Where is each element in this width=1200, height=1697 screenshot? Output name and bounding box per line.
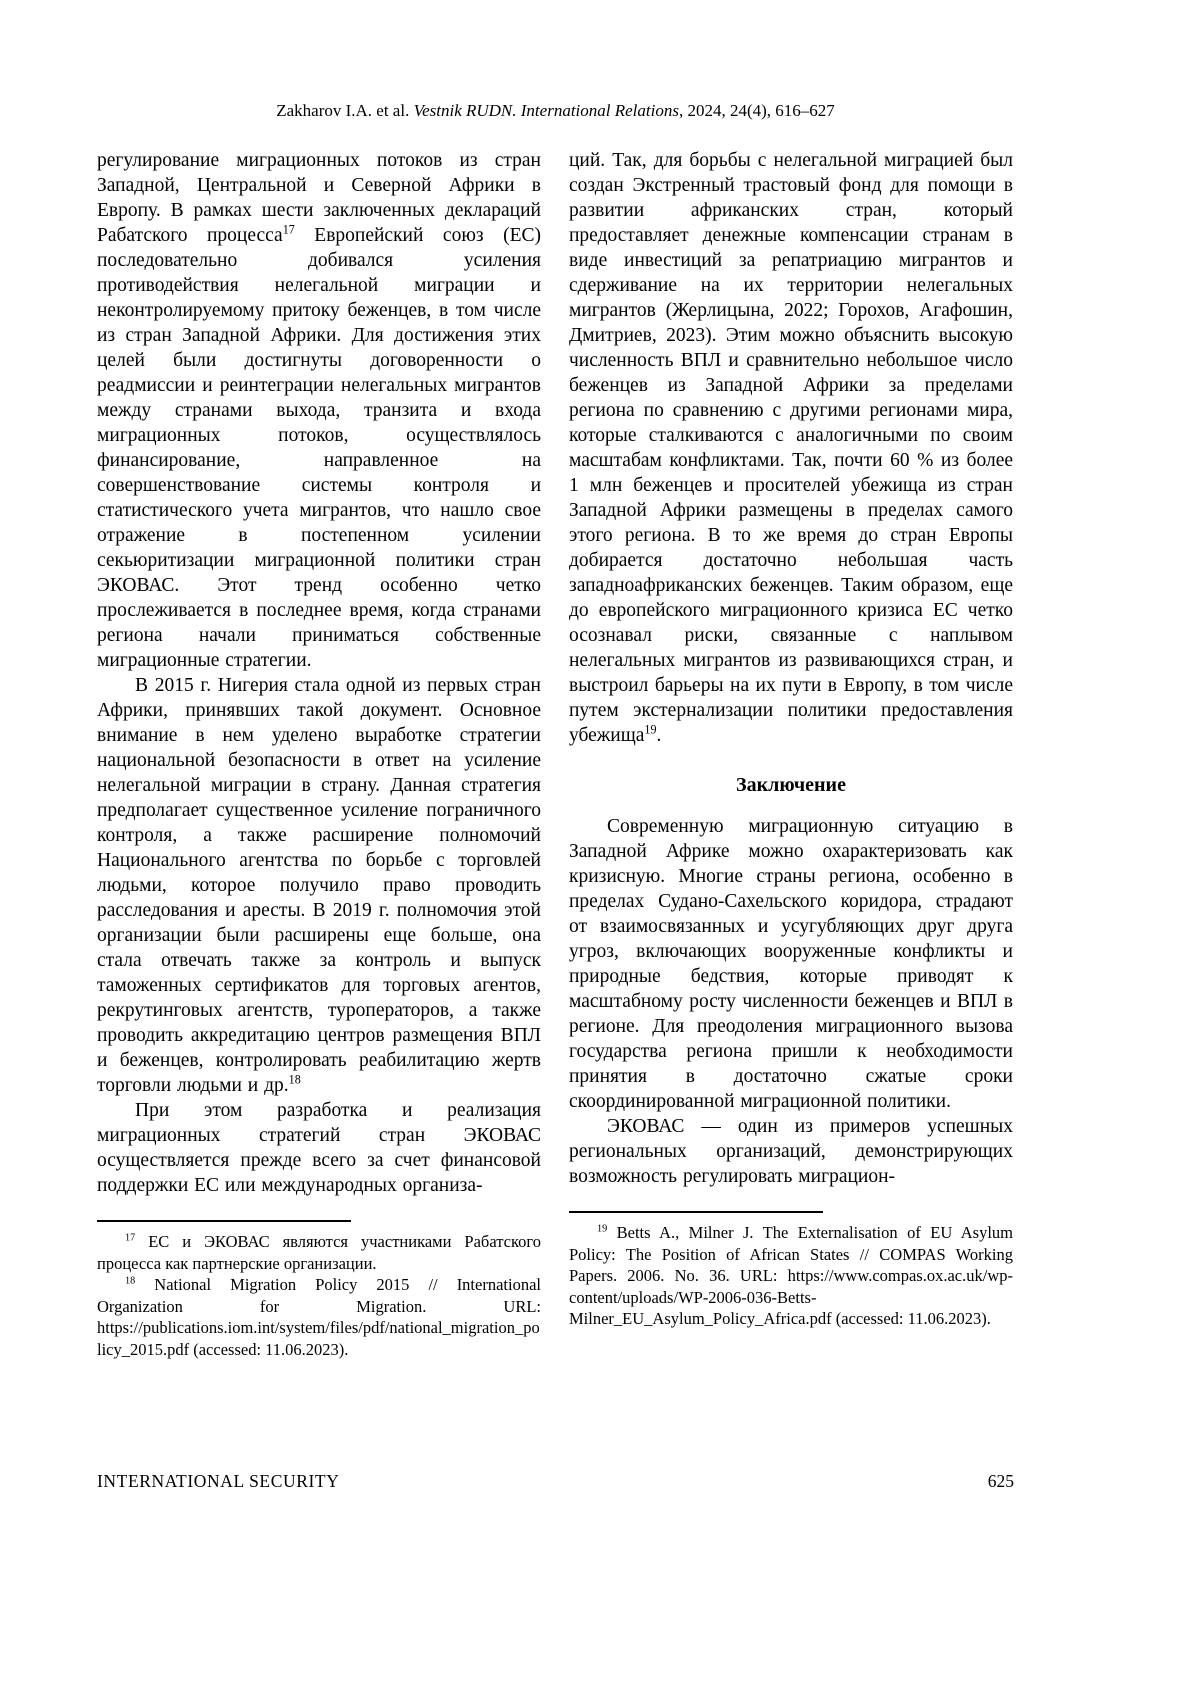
page-footer [97, 1471, 1014, 1492]
paragraph: ций. Так, для борьбы с нелегальной миграцией был создан Экстренный трастовый фонд для помощи в развитии африканских стран, который предоставляет денежные компенсации странам в виде инвестиций за репатриацию мигрантов и сдерживание на их территории нелегальных мигрантов (Жерлицына, 2022; Горохов, Агафошин, Дмитриев, 2023). Этим можно объяснить высокую численность ВПЛ и сравнительно небольшое число беженцев из Западной Африки за пределами региона по сравнению с другими регионами мира, которые сталкиваются с аналогичными по своим масштабам конфликтами. Так, почти 60 % из более 1 млн беженцев и просителей убежища из стран Западной Африки размещены в пределах самого этого региона. В то же время до стран Европы добирается достаточно небольшая часть западноафриканских беженцев. Таким образом, еще до европейского миграционного кризиса ЕС четко осознавал риски, связанные с наплывом нелегальных мигрантов из развивающихся стран, и выстроил барьеры на их пути в Европу, в том числе путем экстернализации политики предоставления убежища$^{19}$. [569, 150, 1013, 746]
footnotes-right [569, 1211, 1013, 1330]
article-body [97, 148, 1014, 1360]
footnote-separator [569, 1211, 823, 1213]
page-number: 625 [987, 1471, 1014, 1491]
paragraph: В 2015 г. Нигерия стала одной из первых стран Африки, принявших такой документ. Основное внимание в нем уделено выработке стратегии национальной безопасности в ответ на усиление нелегальной миграции в страну. Данная стратегия предполагает существенное усиление пограничного контроля, а также расширение полномочий Национального агентства по борьбе с торговлей людьми, которое получило право проводить расследования и аресты. В 2019 г. полномочия этой организации были расширены еще больше, она стала отвечать также за контроль и выпуск таможенных сертификатов для торговых агентов, рекрутинговых агентств, туроператоров, а также проводить аккредитацию центров размещения ВПЛ и беженцев, контролировать реабилитацию жертв торговли людьми и др.$^{18}$ [97, 675, 541, 1096]
paragraph: Современную миграционную ситуацию в Западной Африке можно охарактеризовать как кризисную. Многие страны региона, особенно в пределах Судано-Сахельского коридора, страдают от взаимосвязанных и усугубляющих друг друга угроз, включающих вооруженные конфликты и природные бедствия, которые приводят к масштабному росту численности беженцев и ВПЛ в регионе. Для преодоления миграционного вызова государства региона пришли к необходимости принятия в достаточно сжатые сроки скоординированной миграционной политики. [569, 816, 1013, 1112]
footnotes-left [97, 1220, 541, 1360]
section-heading: Заключение [736, 774, 846, 796]
paragraph: ЭКОВАС — один из примеров успешных региональных организаций, демонстрирующих возможность регулировать миграцион- [569, 1116, 1013, 1187]
paragraph: регулирование миграционных потоков из стран Западной, Центральной и Северной Африки в Европу. В рамках шести заключенных деклараций Рабатского процесса$^{17}$ Европейский союз (ЕС) последовательно добивался усиления противодействия нелегальной миграции и неконтролируемому притоку беженцев, в том числе из стран Западной Африки. Для достижения этих целей были достигнуты договоренности о реадмиссии и реинтеграции нелегальных мигрантов между странами выхода, транзита и входа миграционных потоков, осуществлялось финансирование, направленное на совершенствование системы контроля и статистического учета мигрантов, что нашло свое отражение в постепенном усилении секьюритизации миграционной политики стран ЭКОВАС. Этот тренд особенно четко прослеживается в последнее время, когда странами региона начали приниматься собственные миграционные стратегии. [97, 150, 541, 671]
footnote: $^{17}$ ЕС и ЭКОВАС являются участниками Рабатского процесса как партнерские организации. [97, 1232, 541, 1273]
footnote: $^{18}$ National Migration Policy 2015 // International Organization for Migration. URL: https://publications.iom.int/system/files/pdf/national_migration_policy_2015.pdf (accessed: 11.06.2023). [97, 1275, 541, 1359]
paragraph: При этом разработка и реализация миграционных стратегий стран ЭКОВАС осуществляется прежде всего за счет финансовой поддержки ЕС или международных организа- [97, 1100, 541, 1196]
footnote-separator [97, 1220, 351, 1222]
right-column [569, 148, 1013, 1360]
footnote: $^{19}$ Betts A., Milner J. The Externalisation of EU Asylum Policy: The Position of African States // COMPAS Working Papers. 2006. No. 36. URL: https://www.compas.ox.ac.uk/wp-content/uploads/WP-2006-036-Betts-Milner_EU_Asylum_Policy_Africa.pdf (accessed: 11.06.2023). [569, 1223, 1013, 1328]
footer-section-label: INTERNATIONAL SECURITY [97, 1471, 340, 1491]
running-header: Zakharov I.A. et al. Vestnik RUDN. International Relations, 2024, 24(4), 616–627 [276, 101, 835, 120]
left-column [97, 148, 541, 1360]
